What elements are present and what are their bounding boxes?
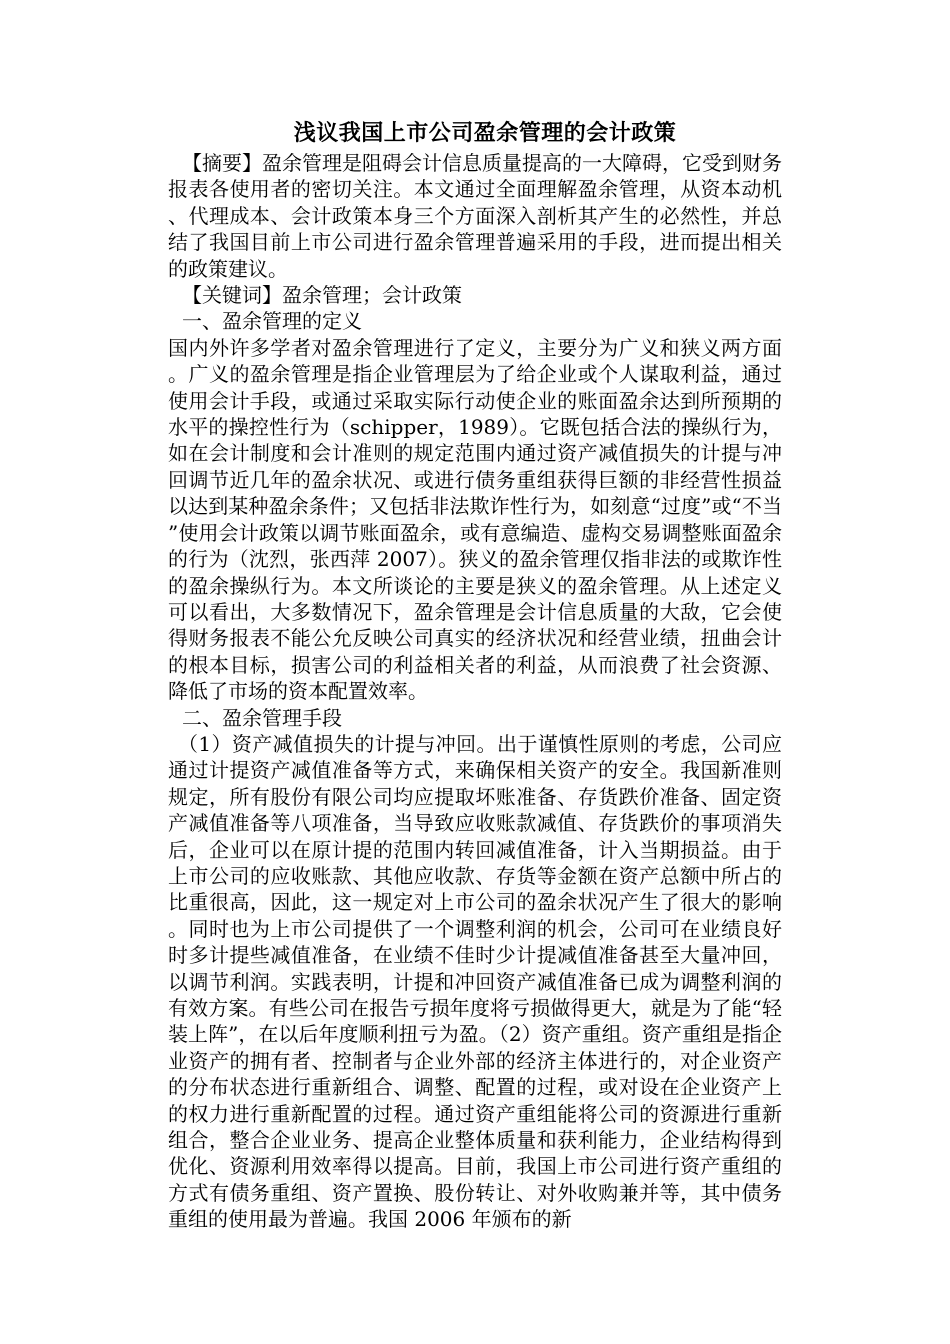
section-2-heading: 二、盈余管理手段 xyxy=(182,705,342,730)
document-page xyxy=(168,118,782,1233)
section-1-body: 国内外许多学者对盈余管理进行了定义，主要分为广义和狭义两方面。广义的盈余管理是指企业管理层为了给企业或个人谋取利益，通过使用会计手段，或通过采取实际行动使企业的账面盈余达到所预期的水平的操控性行为（schipper，1989）。它既包括合法的操纵行为，如在会计制度和会计准则的规定范围内通过资产减值损失的计提与冲回调节近几年的盈余状况、或进行债务重组获得巨额的非经营性损益以达到某种盈余条件；又包括非法欺诈性行为，如刻意“过度”或“不当”使用会计政策以调节账面盈余，或有意编造、虚构交易调整账面盈余的行为（沈烈，张西萍 2007）。狭义的盈余管理仅指非法的或欺诈性的盈余操纵行为。本文所谈论的主要是狭义的盈余管理。从上述定义可以看出，大多数情况下，盈余管理是会计信息质量的大敌，它会使得财务报表不能公允反映公司真实的经济状况和经营业绩，扭曲会计的根本目标，损害公司的利益相关者的利益，从而浪费了社会资源、降低了市场的资本配置效率。 xyxy=(168,335,782,704)
keywords-line: 【关键词】盈余管理；会计政策 xyxy=(182,283,462,308)
abstract-paragraph: 【摘要】盈余管理是阻碍会计信息质量提高的一大障碍，它受到财务报表各使用者的密切关注。本文通过全面理解盈余管理，从资本动机、代理成本、会计政策本身三个方面深入剖析其产生的必然性，并总结了我国目前上市公司进行盈余管理普遍采用的手段，进而提出相关的政策建议。 xyxy=(168,151,782,281)
section-1-heading: 一、盈余管理的定义 xyxy=(182,309,362,334)
document-title: 浅议我国上市公司盈余管理的会计政策 xyxy=(293,121,677,146)
section-2-body: （1）资产减值损失的计提与冲回。出于谨慎性原则的考虑，公司应通过计提资产减值准备等方式，来确保相关资产的安全。我国新准则规定，所有股份有限公司均应提取坏账准备、存货跌价准备、固定资产减值准备等八项准备，当导致应收账款减值、存货跌价的事项消失后，企业可以在原计提的范围内转回减值准备，计入当期损益。由于上市公司的应收账款、其他应收款、存货等金额在资产总额中所占的比重很高，因此，这一规定对上市公司的盈余状况产生了很大的影响。同时也为上市公司提供了一个调整利润的机会，公司可在业绩良好时多计提些减值准备，在业绩不佳时少计提减值准备甚至大量冲回，以调节利润。实践表明，计提和冲回资产减值准备已成为调整利润的有效方案。有些公司在报告亏损年度将亏损做得更大，就是为了能“轻装上阵”，在以后年度顺利扭亏为盈。（2）资产重组。资产重组是指企业资产的拥有者、控制者与企业外部的经济主体进行的，对企业资产的分布状态进行重新组合、调整、配置的过程，或对设在企业资产上的权力进行重新配置的过程。通过资产重组能将公司的资源进行重新组合，整合企业业务、提高企业整体质量和获利能力，企业结构得到优化、资源利用效率得以提高。目前，我国上市公司进行资产重组的方式有债务重组、资产置换、股份转让、对外收购兼并等，其中债务重组的使用最为普遍。我国 2006 年颁布的新 xyxy=(168,731,782,1232)
